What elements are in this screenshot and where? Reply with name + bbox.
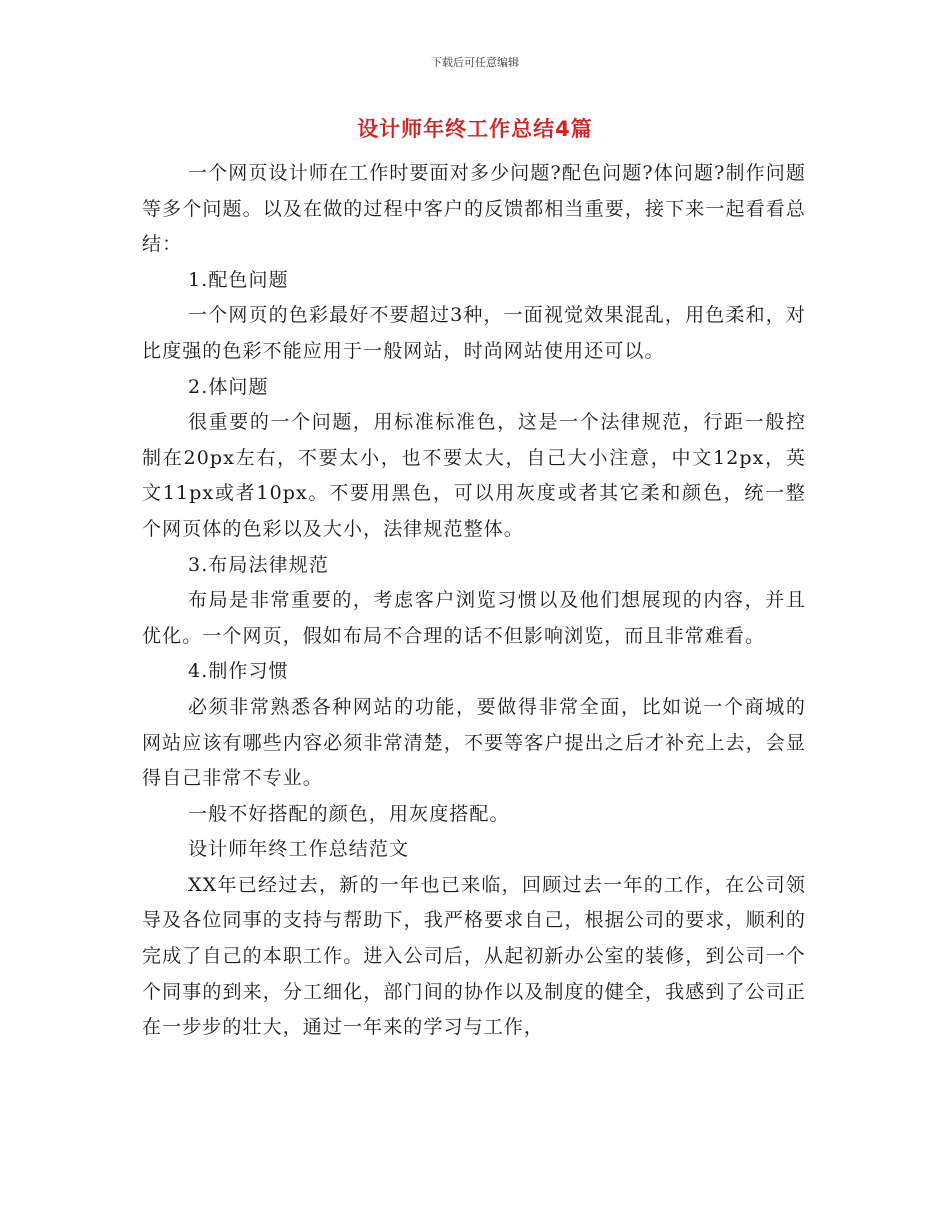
sample-paragraph: XX年已经过去，新的一年也已来临，回顾过去一年的工作，在公司领导及各位同事的支持与帮助下，我严格要求自己，根据公司的要求，顺利的完成了自己的本职工作。进入公司后，从起初新办公室的装修，到公司一个个同事的到来，分工细化，部门间的协作以及制度的健全，我感到了公司正在一步步的壮大，通过一年来的学习与工作， xyxy=(142,873,806,1039)
intro-paragraph: 一个网页设计师在工作时要面对多少问题?配色问题?体问题?制作问题等多个问题。以及在做的过程中客户的反馈都相当重要，接下来一起看看总结： xyxy=(142,162,806,256)
document-body xyxy=(142,156,806,1046)
document-title: 设计师年终工作总结4篇 xyxy=(357,117,593,141)
section-heading-layout: 3.布局法律规范 xyxy=(188,553,329,576)
header-note: 下载后可任意编辑 xyxy=(431,56,519,69)
habit-paragraph: 必须非常熟悉各种网站的功能，要做得非常全面，比如说一个商城的网站应该有哪些内容必须非常清楚，不要等客户提出之后才补充上去，会显得自己非常不专业。 xyxy=(142,695,806,790)
section-heading-font: 2.体问题 xyxy=(188,375,269,398)
color-paragraph: 一个网页的色彩最好不要超过3种，一面视觉效果混乱，用色柔和，对比度强的色彩不能应用于一般网站，时尚网站使用还可以。 xyxy=(142,304,806,362)
gray-tip-paragraph: 一般不好搭配的颜色，用灰度搭配。 xyxy=(188,802,510,825)
section-heading-color: 1.配色问题 xyxy=(188,268,289,291)
sample-heading: 设计师年终工作总结范文 xyxy=(188,838,410,861)
layout-paragraph: 布局是非常重要的，考虑客户浏览习惯以及他们想展现的内容，并且优化。一个网页，假如布局不合理的话不但影响浏览，而且非常难看。 xyxy=(142,589,806,647)
font-paragraph: 很重要的一个问题，用标准标准色，这是一个法律规范，行距一般控制在20px左右，不要太小，也不要太大，自己大小注意，中文12px，英文11px或者10px。不要用黑色，可以用灰度或者其它柔和颜色，统一整个网页体的色彩以及大小，法律规范整体。 xyxy=(142,411,806,540)
section-heading-habit: 4.制作习惯 xyxy=(188,660,289,683)
